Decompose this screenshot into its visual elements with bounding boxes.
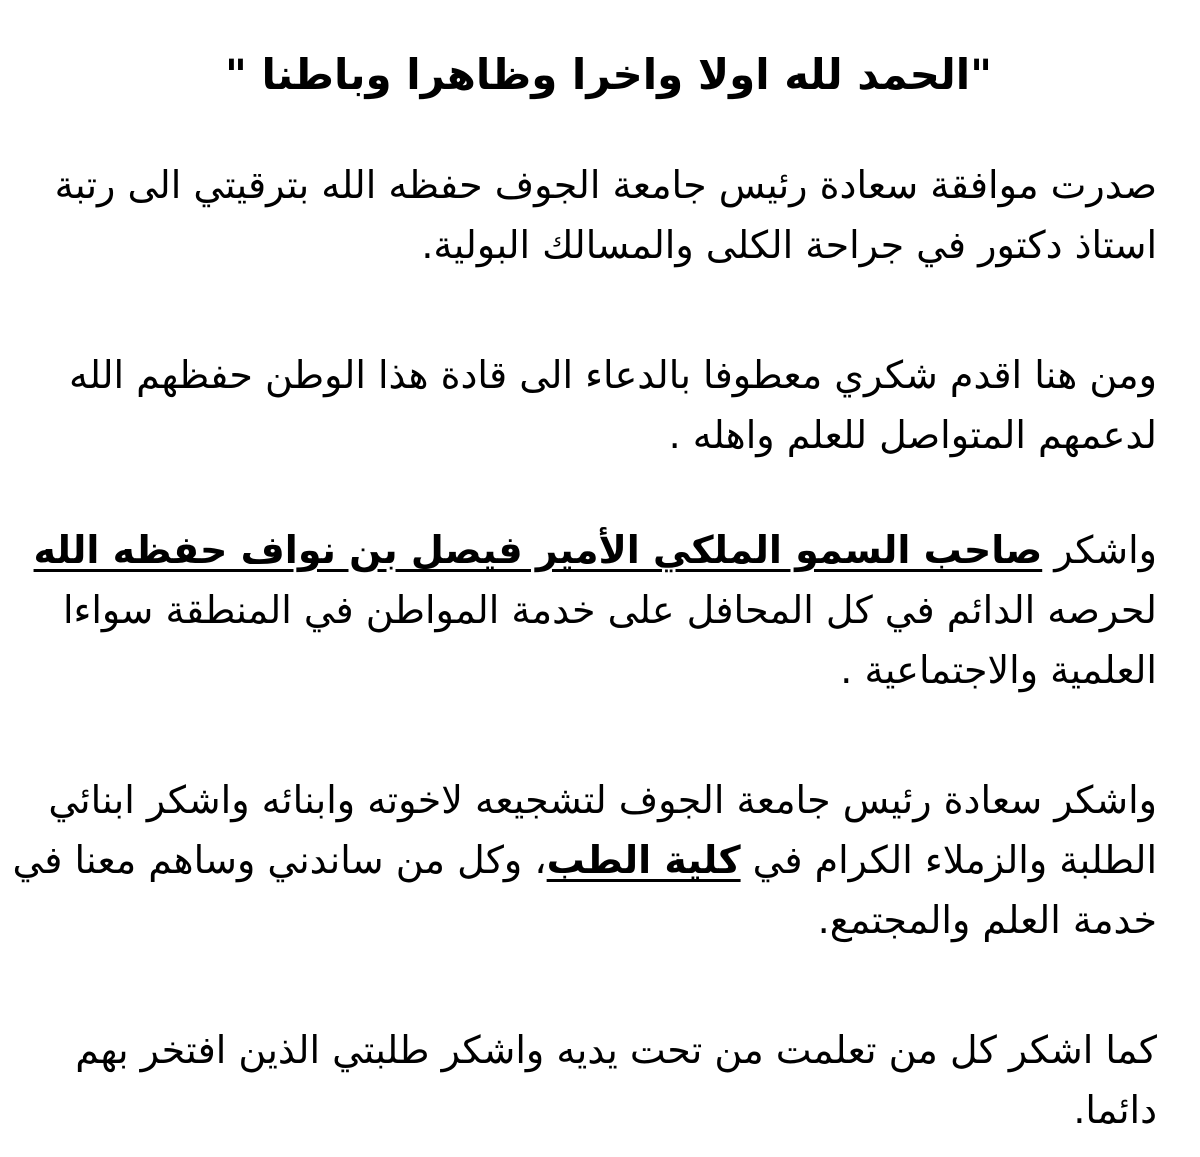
paragraph-line: لدعمهم المتواصل للعلم واهله . [668,413,1157,457]
paragraph-line: ومن هنا اقدم شكري معطوفا بالدعاء الى قادة هذا الوطن حفظهم الله [69,353,1157,397]
paragraph-line: واشكر سعادة رئيس جامعة الجوف لتشجيعه لاخوته وابنائه واشكر ابنائي [48,778,1157,822]
paragraph-line: صدرت موافقة سعادة رئيس جامعة الجوف حفظه الله بترقيتي الى رتبة [54,163,1157,207]
paragraph-line: استاذ دكتور في جراحة الكلى والمسالك البولية. [421,223,1157,267]
emphasized-college-name: كلية الطب [546,838,741,882]
paragraph-thanks-prince [33,520,1157,700]
paragraph-line: كما اشكر كل من تعلمت من تحت يديه واشكر طلبتي الذين افتخر بهم [75,1028,1157,1072]
paragraph-thanks-teachers [40,1020,1157,1140]
paragraph-line: خدمة العلم والمجتمع. [817,898,1157,942]
paragraph-line: دائما. [1073,1088,1157,1132]
paragraph-line: لحرصه الدائم في كل المحافل على خدمة المواطن في المنطقة سواءا [62,588,1157,632]
line-suffix: ، وكل من ساندني وساهم معنا في [12,838,547,882]
emphasized-prince-name: صاحب السمو الملكي الأمير فيصل بن نواف حفظه الله [33,528,1043,572]
paragraph-thanks-leaders [40,345,1157,465]
paragraph-line: العلمية والاجتماعية . [840,648,1157,692]
paragraph-line [33,520,1157,580]
paragraph-promotion [40,155,1157,275]
line-prefix: واشكر [1054,528,1157,572]
document-page [12,0,1157,1157]
paragraph-thanks-university [12,770,1157,950]
paragraph-line [12,830,1157,890]
line-prefix: الطلبة والزملاء الكرام في [752,838,1157,882]
page-title: "الحمد لله اولا واخرا وظاهرا وباطنا " [224,50,992,99]
